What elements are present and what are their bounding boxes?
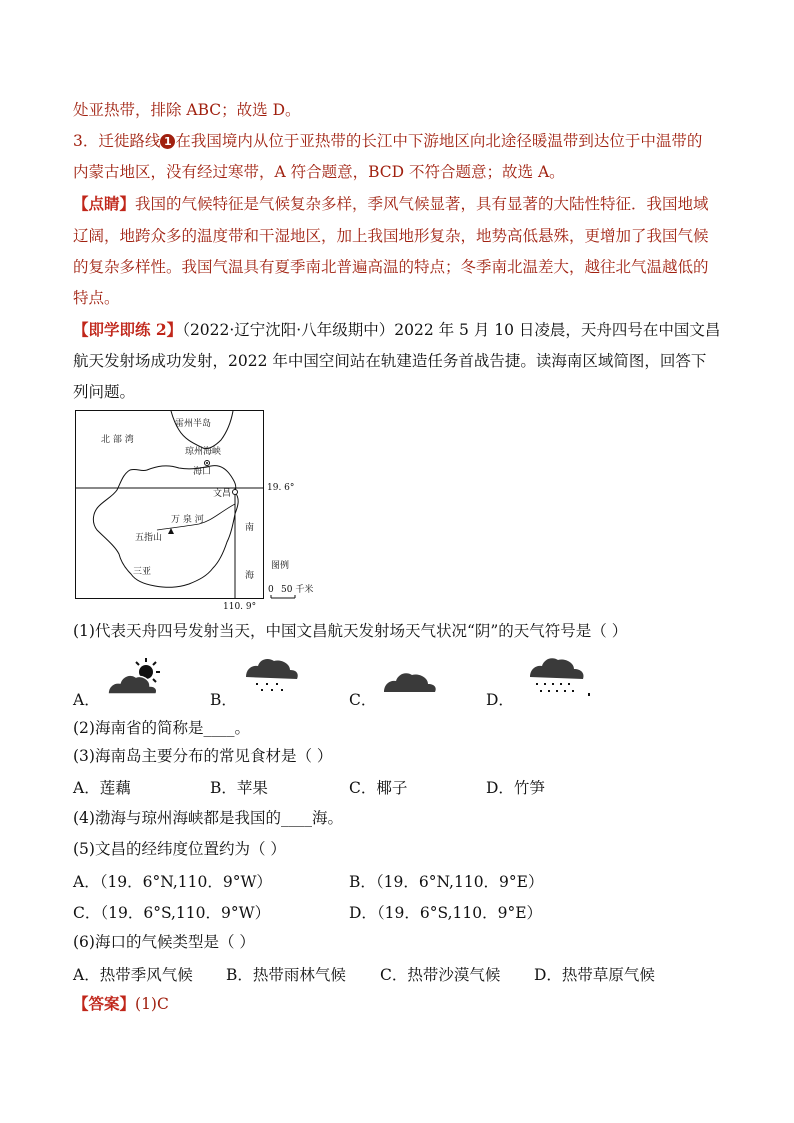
map-label-leizhou: 雷州半岛 (175, 419, 212, 429)
q1-option-c-label: C． (349, 691, 377, 709)
note-line-2: 辽阔，地跨众多的温度带和干湿地区，加上我国地形复杂，地势高低悬殊，更增加了我国气候 (73, 227, 709, 245)
q3-option-d: D．竹笋 (486, 779, 545, 797)
explanation-line-3: 内蒙古地区，没有经过寒带，A 符合题意，BCD 不符合题意；故选 A。 (73, 163, 565, 181)
practice-intro-1: （2022·辽宁沈阳·八年级期中）2022 年 5 月 10 日凌晨，天舟四号在中国文昌 (182, 321, 721, 339)
practice-line-3: 列问题。 (73, 383, 136, 401)
q6-option-a: A．热带季风气候 (73, 966, 193, 984)
map-label-nan: 南 (245, 523, 255, 533)
map-label-wanquan: 万 泉 河 (171, 515, 204, 525)
q6-option-b: B．热带雨林气候 (226, 966, 346, 984)
hainan-island (93, 466, 238, 588)
map-legend-title: 图例 (271, 561, 290, 571)
haikou-city-dot (206, 462, 208, 464)
explanation-line-2 (73, 131, 702, 151)
question-4: (4)渤海与琼州海峡都是我国的____海。 (73, 809, 343, 827)
map-label-sanya: 三亚 (133, 567, 152, 577)
note-line-1 (73, 194, 709, 214)
map-label-longitude: 110. 9° (223, 602, 257, 610)
practice-line-1 (73, 320, 720, 340)
wuzhishan-mountain-icon (168, 528, 174, 534)
q1-option-a-label: A． (73, 691, 100, 709)
explanation-line-1: 处亚热带，排除 ABC；故选 D。 (73, 101, 301, 119)
map-label-wenchang: 文昌 (213, 489, 232, 499)
q6-option-d: D．热带草原气候 (534, 966, 655, 984)
answer-text: (1)C (135, 995, 169, 1013)
practice-line-2: 航天发射场成功发射，2022 年中国空间站在轨建造任务首战告捷。读海南区域简图，回答下 (73, 352, 707, 370)
leizhou-coast (171, 411, 233, 449)
note-line-3: 的复杂多样性。我国气温具有夏季南北普遍高温的特点；冬季南北温差大，越往北气温越低的 (73, 258, 709, 276)
map-label-latitude: 19. 6° (267, 483, 295, 493)
wenchang-city-icon (233, 490, 238, 495)
q3-option-b: B．苹果 (210, 779, 268, 797)
question-3: (3)海南岛主要分布的常见食材是（ ） (73, 747, 333, 765)
rain-cloud-icon (242, 655, 302, 697)
question-6: (6)海口的气候类型是（ ） (73, 933, 255, 951)
map-scale-zero: 0 (268, 585, 274, 595)
q5-option-d: D．（19．6°S,110．9°E） (349, 904, 543, 922)
note-tag: 【点睛】 (73, 194, 136, 213)
note-line-4: 特点。 (73, 289, 120, 307)
q3-option-c: C．椰子 (349, 779, 408, 797)
hainan-map (75, 410, 320, 610)
q1-option-d-label: D． (486, 691, 514, 709)
q3-option-a: A．莲藕 (73, 779, 131, 797)
q5-option-a: A．（19．6°N,110．9°W） (73, 873, 272, 891)
practice-tag: 【即学即练 2】 (73, 320, 183, 339)
q6-option-c: C．热带沙漠气候 (380, 966, 501, 984)
circled-number: 1 (160, 134, 175, 149)
map-label-haikou: 海口 (193, 467, 212, 477)
q5-option-b: B．（19．6°N,110．9°E） (349, 873, 544, 891)
map-scale-label: 50 千米 (281, 585, 314, 595)
map-label-qiongzhou: 琼州海峡 (185, 447, 222, 457)
answer-line (73, 994, 169, 1014)
answer-tag: 【答案】 (73, 994, 136, 1013)
overcast-cloud-icon (380, 662, 440, 698)
question-5: (5)文昌的经纬度位置约为（ ） (73, 840, 286, 858)
map-label-hai: 海 (245, 571, 255, 581)
map-label-wuzhishan: 五指山 (135, 533, 163, 543)
q1-option-b-label: B． (210, 691, 237, 709)
explanation-line-2-pre: 3．迁徙路线 (73, 132, 161, 150)
question-2: (2)海南省的简称是____。 (73, 719, 250, 737)
map-label-beibuwan: 北 部 湾 (101, 435, 134, 445)
partly-cloudy-icon (104, 656, 164, 698)
explanation-line-2-post: 在我国境内从位于亚热带的长江中下游地区向北途径暖温带到达位于中温带的 (175, 132, 703, 150)
note-text-1: 我国的气候特征是气候复杂多样，季风气候显著，具有显著的大陆性特征．我国地域 (135, 195, 709, 213)
question-1: (1)代表天舟四号发射当天，中国文昌航天发射场天气状况“阴”的天气符号是（ ） (73, 622, 628, 640)
q5-option-c: C．（19．6°S,110．9°W） (73, 904, 271, 922)
heavy-rain-cloud-icon (526, 653, 592, 699)
